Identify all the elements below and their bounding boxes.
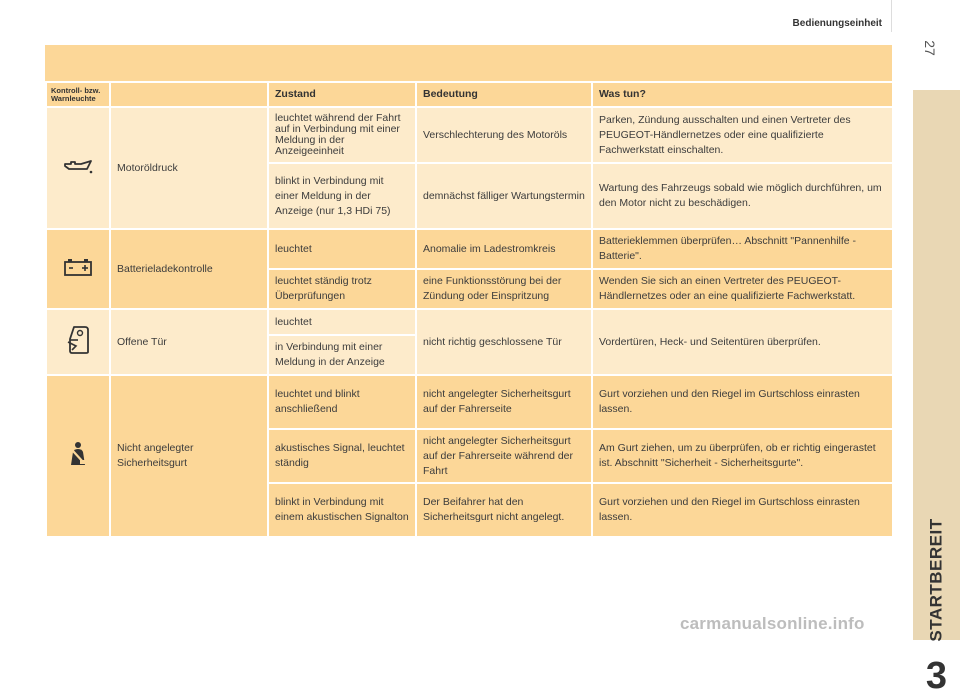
table-row bbox=[46, 375, 893, 429]
lamp-name: Motoröldruck bbox=[110, 107, 268, 229]
table-row bbox=[46, 309, 893, 335]
table-top-band bbox=[45, 45, 892, 81]
meaning-cell: Verschlechterung des Motoröls bbox=[416, 107, 592, 163]
chapter-number: 3 bbox=[925, 655, 948, 697]
meaning-cell: nicht richtig geschlossene Tür bbox=[416, 309, 592, 375]
open-door-icon bbox=[66, 325, 90, 355]
action-cell: Batterieklemmen überprüfen… Abschnitt "Pannenhilfe - Batterie". bbox=[592, 229, 893, 269]
lamp-name: Nicht angelegter Sicherheitsgurt bbox=[110, 375, 268, 537]
state-cell: leuchtet bbox=[268, 309, 416, 335]
oil-can-icon bbox=[61, 157, 95, 175]
page-header-title: Bedienungseinheit bbox=[792, 18, 882, 29]
watermark: carmanualsonline.info bbox=[680, 614, 865, 633]
action-cell: Am Gurt ziehen, um zu überprüfen, ob er richtig eingerastet ist. Abschnitt "Sicherheit - Sicherheitsgurte". bbox=[592, 429, 893, 483]
lamp-cell bbox=[46, 309, 110, 375]
seatbelt-icon bbox=[67, 441, 89, 467]
warning-lights-table bbox=[45, 45, 892, 538]
col-header-meaning: Bedeutung bbox=[416, 82, 592, 107]
state-cell: leuchtet und blinkt anschließend bbox=[268, 375, 416, 429]
col-header-name bbox=[110, 82, 268, 107]
state-cell: blinkt in Verbindung mit einem akustischen Signalton bbox=[268, 483, 416, 537]
meaning-cell: nicht angelegter Sicherheitsgurt auf der Fahrerseite bbox=[416, 375, 592, 429]
lamp-cell bbox=[46, 107, 110, 229]
header-rule bbox=[891, 0, 892, 32]
meaning-cell: nicht angelegter Sicherheitsgurt auf der Fahrerseite während der Fahrt bbox=[416, 429, 592, 483]
meaning-cell: Der Beifahrer hat den Sicherheitsgurt nicht angelegt. bbox=[416, 483, 592, 537]
chapter-title: STARTBEREIT bbox=[926, 518, 946, 642]
meaning-cell: demnächst fälliger Wartungstermin bbox=[416, 163, 592, 229]
meaning-cell: eine Funktionsstörung bei der Zündung oder Einspritzung bbox=[416, 269, 592, 309]
action-cell: Vordertüren, Heck- und Seitentüren überprüfen. bbox=[592, 309, 893, 375]
table-header-row bbox=[46, 82, 893, 107]
action-cell: Gurt vorziehen und den Riegel im Gurtschloss einrasten lassen. bbox=[592, 483, 893, 537]
state-cell: leuchtet ständig trotz Überprüfungen bbox=[268, 269, 416, 309]
col-header-lamp: Kontroll- bzw. Warnleuchte bbox=[46, 82, 110, 107]
lamp-cell bbox=[46, 229, 110, 309]
lamp-cell bbox=[46, 375, 110, 537]
action-cell: Wenden Sie sich an einen Vertreter des PEUGEOT-Händlernetzes oder an eine qualifizierte Fachwerkstatt. bbox=[592, 269, 893, 309]
col-header-state: Zustand bbox=[268, 82, 416, 107]
action-cell: Wartung des Fahrzeugs sobald wie möglich durchführen, um den Motor nicht zu beschädigen. bbox=[592, 163, 893, 229]
meaning-cell: Anomalie im Ladestromkreis bbox=[416, 229, 592, 269]
state-cell: leuchtet bbox=[268, 229, 416, 269]
action-cell: Gurt vorziehen und den Riegel im Gurtschloss einrasten lassen. bbox=[592, 375, 893, 429]
state-cell: blinkt in Verbindung mit einer Meldung in der Anzeige (nur 1,3 HDi 75) bbox=[268, 163, 416, 229]
state-cell: akustisches Signal, leuchtet ständig bbox=[268, 429, 416, 483]
col-header-action: Was tun? bbox=[592, 82, 893, 107]
chapter-side-tab bbox=[913, 90, 960, 697]
action-cell: Parken, Zündung ausschalten und einen Vertreter des PEUGEOT-Händlernetzes oder eine qualifizierte Fachwerkstatt einschalten. bbox=[592, 107, 893, 163]
lamp-name: Offene Tür bbox=[110, 309, 268, 375]
table-row bbox=[46, 229, 893, 269]
table-row bbox=[46, 107, 893, 163]
battery-icon bbox=[63, 258, 93, 276]
page-number: 27 bbox=[921, 40, 938, 56]
lamp-name: Batterieladekontrolle bbox=[110, 229, 268, 309]
state-cell: leuchtet während der Fahrt auf in Verbindung mit einer Meldung in der Anzeigeeinheit bbox=[268, 107, 416, 163]
state-cell: in Verbindung mit einer Meldung in der Anzeige bbox=[268, 335, 416, 375]
